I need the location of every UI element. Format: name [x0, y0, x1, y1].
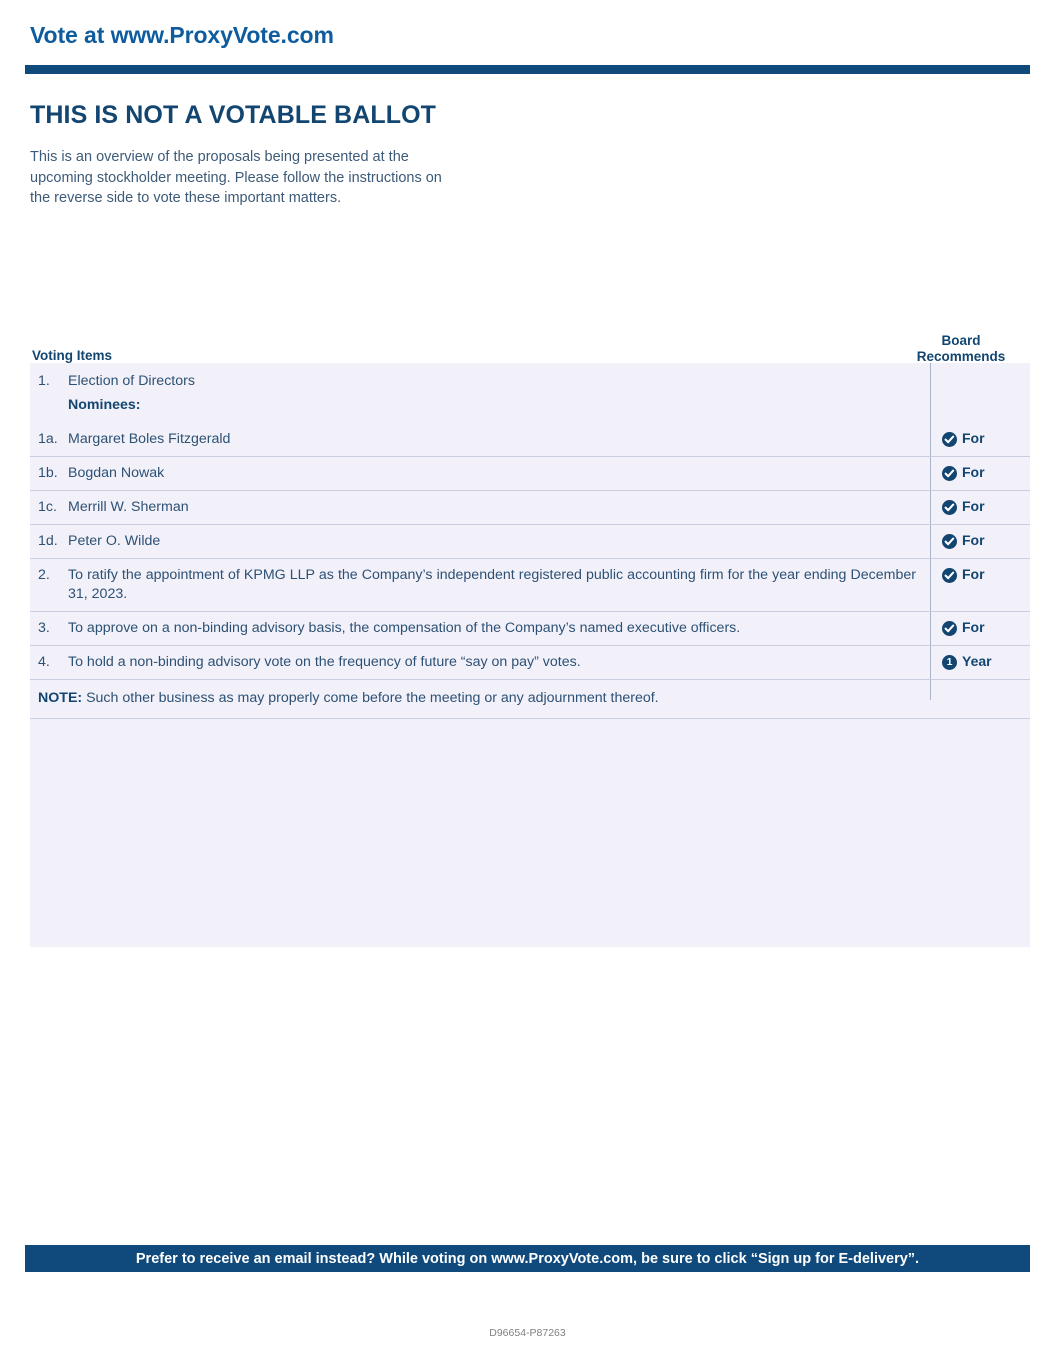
item-cell: [30, 457, 930, 490]
item-cell: [30, 423, 930, 456]
check-circle-icon: [942, 621, 957, 636]
item-cell: [30, 525, 930, 558]
intro-line-1: This is an overview of the proposals being presented at the: [30, 149, 409, 165]
item-cell: [30, 646, 930, 679]
item-cell: [30, 394, 930, 423]
item-number: 3.: [38, 620, 50, 636]
column-header-voting-items: Voting Items: [32, 348, 113, 363]
recommendation-label: For: [962, 464, 985, 480]
item-number: 1d.: [38, 533, 58, 549]
recommendation-label: For: [962, 532, 985, 548]
table-empty-area: [30, 719, 1030, 947]
item-cell: [30, 491, 930, 524]
table-row: [30, 491, 1030, 525]
recommendation-label: For: [962, 619, 985, 635]
edelivery-footer-bar: [25, 1245, 1030, 1272]
note-cell: [30, 680, 1030, 718]
nominee-name: Peter O. Wilde: [68, 533, 161, 549]
recommendation-cell: [930, 363, 1030, 394]
nominee-name: Merrill W. Sherman: [68, 499, 189, 515]
control-number: D96654-P87263: [489, 1327, 566, 1339]
recommendation-cell: [930, 525, 1030, 558]
header-divider-bar: [25, 65, 1030, 74]
recommendation-label: Year: [962, 653, 992, 669]
nominee-name: Margaret Boles Fitzgerald: [68, 431, 231, 447]
recommendation-cell: [930, 646, 1030, 679]
table-column-headers: [30, 325, 1030, 363]
item-number: 1.: [38, 373, 50, 389]
recommendation-cell: [930, 394, 1030, 423]
table-row: [30, 394, 1030, 423]
check-circle-icon: [942, 432, 957, 447]
item-number: 2.: [38, 567, 50, 583]
note-label: NOTE:: [38, 690, 83, 706]
voting-items-table: [30, 325, 1030, 947]
table-body: [30, 363, 1030, 947]
check-circle-icon: [942, 466, 957, 481]
table-row: [30, 559, 1030, 612]
number-one-circle-icon: [942, 655, 957, 670]
column-header-board-recommends: [896, 333, 1026, 364]
recommendation-label: For: [962, 430, 985, 446]
nominees-label: Nominees:: [68, 397, 141, 413]
table-row: [30, 363, 1030, 394]
item-number: 1a.: [38, 431, 58, 447]
title-block: [25, 74, 1030, 209]
item-number: 1b.: [38, 465, 58, 481]
recommendation-label: For: [962, 498, 985, 514]
table-row: [30, 525, 1030, 559]
page-title: THIS IS NOT A VOTABLE BALLOT: [30, 101, 437, 129]
recommendation-cell: [930, 491, 1030, 524]
item-text: Election of Directors: [68, 373, 195, 389]
item-text: To hold a non-binding advisory vote on the frequency of future “say on pay” votes.: [68, 654, 581, 670]
proxyvote-link[interactable]: Vote at www.ProxyVote.com: [30, 22, 334, 48]
table-row: [30, 612, 1030, 646]
board-recommends-line-2: Recommends: [916, 348, 1006, 364]
item-cell: [30, 612, 930, 645]
item-number: 4.: [38, 654, 50, 670]
item-cell: [30, 363, 930, 394]
table-row: [30, 423, 1030, 457]
table-row-note: [30, 680, 1030, 719]
note-text: Such other business as may properly come before the meeting or any adjournment thereof.: [82, 690, 659, 706]
intro-line-2: upcoming stockholder meeting. Please follow the instructions on: [30, 169, 442, 186]
check-circle-icon: [942, 568, 957, 583]
recommendation-cell: [930, 423, 1030, 456]
intro-paragraph: [30, 147, 530, 209]
item-text: To ratify the appointment of KPMG LLP as the Company’s independent registered public accounting firm for the year ending December 31, 2023.: [68, 567, 916, 602]
recommendation-cell: [930, 457, 1030, 490]
board-recommends-line-1: Board: [941, 333, 981, 348]
table-row: [30, 457, 1030, 491]
edelivery-message: Prefer to receive an email instead? While voting on www.ProxyVote.com, be sure to click “Sign up for E-delivery”.: [135, 1250, 920, 1267]
recommendation-label: For: [962, 566, 985, 582]
recommendation-cell: [930, 612, 1030, 645]
page-header: [25, 0, 1030, 49]
item-number-spacer: [38, 396, 68, 415]
table-row: [30, 646, 1030, 680]
item-text: To approve on a non-binding advisory basis, the compensation of the Company’s named executive officers.: [68, 620, 741, 636]
recommendation-cell: [930, 559, 1030, 611]
item-number: 1c.: [38, 499, 57, 515]
check-circle-icon: [942, 534, 957, 549]
check-circle-icon: [942, 500, 957, 515]
badge-number: 1: [946, 656, 953, 668]
intro-line-3: the reverse side to vote these important matters.: [30, 190, 342, 206]
nominee-name: Bogdan Nowak: [68, 465, 165, 481]
item-cell: [30, 559, 930, 611]
